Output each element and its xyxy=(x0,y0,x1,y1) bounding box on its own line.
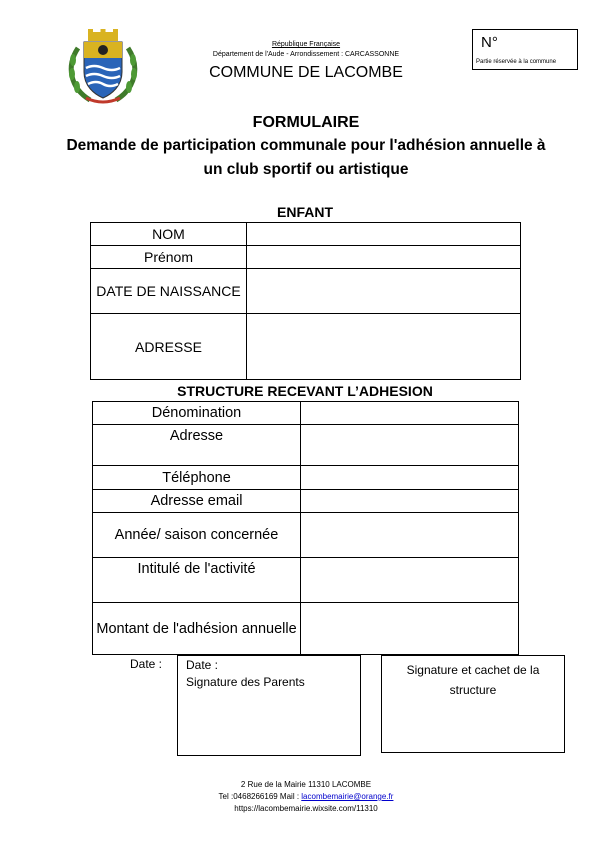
section-heading-enfant: ENFANT xyxy=(277,204,333,220)
table-row xyxy=(91,314,521,380)
field-input-adresse[interactable] xyxy=(247,314,521,380)
parents-signature-label: Signature des Parents xyxy=(186,675,305,689)
field-input-montant[interactable] xyxy=(301,603,519,655)
field-input-prenom[interactable] xyxy=(247,246,521,269)
field-label-date-naissance: DATE DE NAISSANCE xyxy=(91,269,247,314)
table-row xyxy=(93,466,519,490)
footer-address: 2 Rue de la Mairie 11310 LACOMBE xyxy=(240,780,372,789)
field-input-telephone[interactable] xyxy=(301,466,519,490)
field-input-date-naissance[interactable] xyxy=(247,269,521,314)
table-row xyxy=(91,246,521,269)
field-label-saison: Année/ saison concernée xyxy=(93,513,301,558)
field-label-nom: NOM xyxy=(91,223,247,246)
footer-contact xyxy=(0,791,596,803)
form-title: FORMULAIRE xyxy=(252,114,360,131)
field-label-montant: Montant de l'adhésion annuelle xyxy=(93,603,301,655)
field-input-adresse-structure[interactable] xyxy=(301,425,519,466)
numero-box xyxy=(472,29,578,70)
departement-line: Département de l'Aude - Arrondissement : CARCASSONNE xyxy=(212,51,400,58)
commune-name: COMMUNE DE LACOMBE xyxy=(209,64,403,81)
table-row xyxy=(91,269,521,314)
numero-note: Partie réservée à la commune xyxy=(476,59,557,65)
structure-signature-box[interactable] xyxy=(381,655,565,753)
table-row xyxy=(91,223,521,246)
table-row xyxy=(93,402,519,425)
field-input-activite[interactable] xyxy=(301,558,519,603)
form-subtitle-line-2: un club sportif ou artistique xyxy=(203,161,409,178)
field-label-adresse: ADRESSE xyxy=(91,314,247,380)
table-row xyxy=(93,490,519,513)
parents-date-label: Date : xyxy=(186,658,219,672)
section-heading-structure: STRUCTURE RECEVANT L’ADHESION xyxy=(177,383,433,399)
field-input-nom[interactable] xyxy=(247,223,521,246)
field-label-denomination: Dénomination xyxy=(93,402,301,425)
field-input-denomination[interactable] xyxy=(301,402,519,425)
table-row xyxy=(93,513,519,558)
field-input-saison[interactable] xyxy=(301,513,519,558)
field-label-email: Adresse email xyxy=(93,490,301,513)
numero-label: N° xyxy=(481,34,498,51)
table-row xyxy=(93,558,519,603)
field-input-email[interactable] xyxy=(301,490,519,513)
parents-signature-box[interactable] xyxy=(177,655,361,756)
footer-email-link[interactable]: lacombemairie@orange.fr xyxy=(301,792,394,801)
field-label-adresse-structure: Adresse xyxy=(93,425,301,466)
enfant-table xyxy=(90,222,521,380)
footer-phone: Tel :0468266169 Mail : xyxy=(218,792,302,801)
table-row xyxy=(93,603,519,655)
table-row xyxy=(93,425,519,466)
field-label-activite: Intitulé de l'activité xyxy=(93,558,301,603)
republique-francaise: République Française xyxy=(271,41,341,48)
structure-signature-label: Signature et cachet de la structure xyxy=(406,663,540,697)
structure-table xyxy=(92,401,519,655)
form-subtitle-line-1: Demande de participation communale pour l'adhésion annuelle à xyxy=(66,137,546,154)
field-label-prenom: Prénom xyxy=(91,246,247,269)
field-label-telephone: Téléphone xyxy=(93,466,301,490)
commune-crest-logo xyxy=(64,28,142,106)
date-label: Date : xyxy=(130,657,163,671)
footer-website[interactable]: https://lacombemairie.wixsite.com/11310 xyxy=(234,804,378,813)
